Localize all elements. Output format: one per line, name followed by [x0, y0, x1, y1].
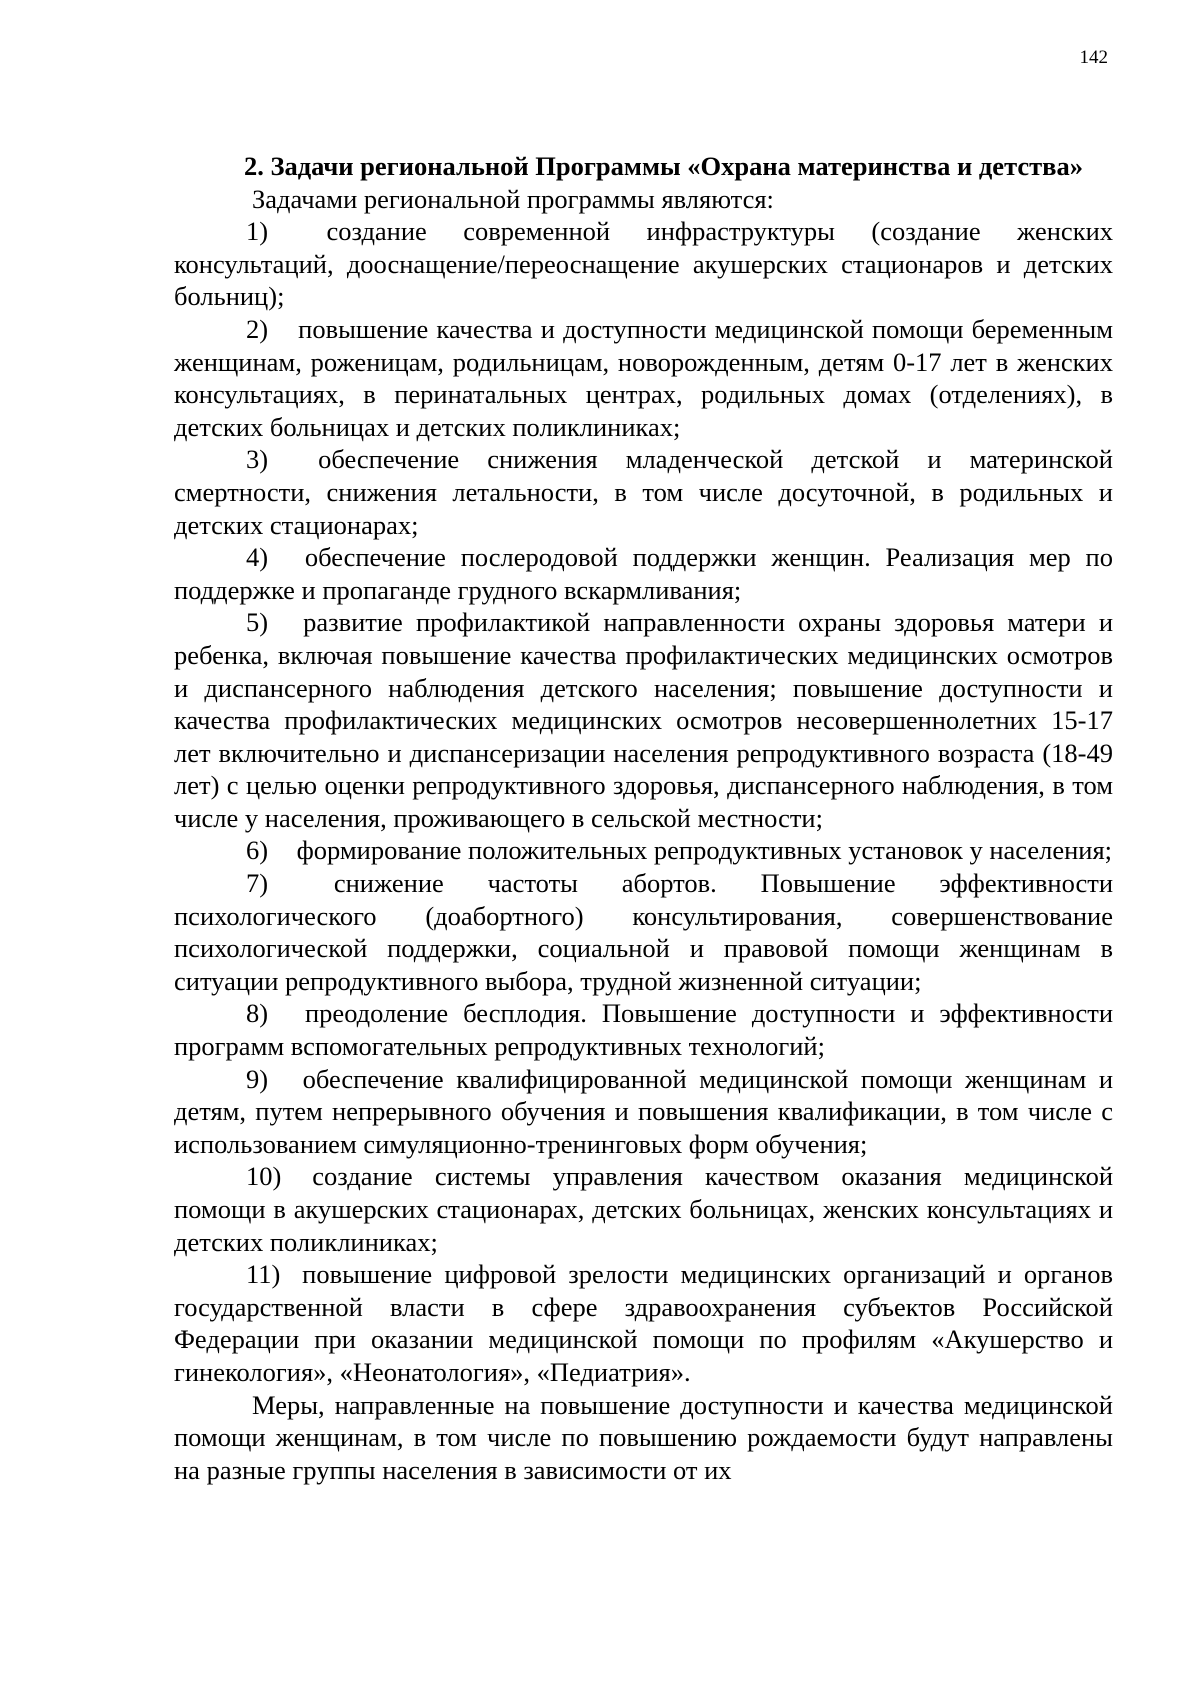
list-item-number: 1) [246, 216, 269, 247]
list-item-text: повышение качества и доступности медицинской помощи беременным женщинам, роженицам, родильницам, новорожденным, детям 0-17 лет в женских консультациях, в перинатальных центрах, родильных домах (отделениях), в детских больницах и детских поликлиниках; [174, 313, 1114, 442]
list-item-number: 6) [246, 835, 269, 866]
list-item-number: 9) [246, 1063, 269, 1094]
list-item-number: 10) [246, 1161, 282, 1192]
list-item-text: развитие профилактикой направленности охраны здоровья матери и ребенка, включая повышение качества профилактических медицинских осмотров и диспансерного наблюдения детского населения; повышение доступности и качества профилактических медицинских осмотров несовершеннолетних 15-17 лет включительно и диспансеризации населения репродуктивного возраста (18-49 лет) с целью оценки репродуктивного здоровья, диспансерного наблюдения, в том числе у населения, проживающего в сельской местности; [174, 607, 1114, 833]
list-item [174, 867, 1113, 997]
list-item [174, 313, 1113, 443]
list-item [174, 606, 1113, 834]
list-item [174, 1063, 1113, 1161]
list-item [174, 215, 1113, 313]
closing-paragraph: Меры, направленные на повышение доступности и качества медицинской помощи женщинам, в том числе по повышению рождаемости будут направлены на разные группы населения в зависимости от их [174, 1389, 1113, 1485]
list-item [174, 443, 1113, 541]
list-item-number: 8) [246, 998, 269, 1029]
task-list [174, 215, 1113, 1388]
list-item [174, 834, 1113, 867]
list-item [174, 1258, 1113, 1388]
list-item-number: 3) [246, 444, 269, 475]
list-item-text: создание системы управления качеством оказания медицинской помощи в акушерских стационарах, детских больницах, женских консультациях и детских поликлиниках; [174, 1161, 1114, 1257]
intro-paragraph: Задачами региональной программы являются: [252, 183, 774, 214]
list-item-text: обеспечение послеродовой поддержки женщин. Реализация мер по поддержке и пропаганде грудного вскармливания; [174, 542, 1113, 605]
list-item-text: снижение частоты абортов. Повышение эффективности психологического (доабортного) консультирования, совершенствование психологической поддержки, социальной и правовой помощи женщинам в ситуации репродуктивного выбора, трудной жизненной ситуации; [174, 868, 1113, 996]
list-item-number: 4) [246, 542, 269, 573]
list-item-number: 7) [246, 868, 269, 899]
list-item-text: обеспечение квалифицированной медицинской помощи женщинам и детям, путем непрерывного обучения и повышения квалификации, в том числе с использованием симуляционно-тренинговых форм обучения; [174, 1063, 1113, 1159]
list-item-text: обеспечение снижения младенческой детской и материнской смертности, снижения летальности, в том числе досуточной, в родильных и детских стационарах; [174, 444, 1113, 540]
section-heading: 2. Задачи региональной Программы «Охрана материнства и детства» [244, 151, 1083, 181]
list-item-number: 11) [246, 1259, 281, 1290]
list-item-number: 5) [246, 607, 269, 638]
list-item-text: формирование положительных репродуктивных установок у населения; [296, 835, 1113, 866]
list-item-number: 2) [246, 313, 269, 344]
document-body [174, 150, 1113, 1486]
list-item [174, 1160, 1113, 1258]
page-number: 142 [1079, 47, 1108, 68]
list-item-text: преодоление бесплодия. Повышение доступности и эффективности программ вспомогательных репродуктивных технологий; [174, 998, 1114, 1062]
list-item [174, 997, 1113, 1062]
list-item [174, 541, 1113, 606]
list-item-text: повышение цифровой зрелости медицинских организаций и органов государственной власти в сфере здравоохранения субъектов Российской Федерации при оказании медицинской помощи по профилям «Акушерство и гинекология», «Неонатология», «Педиатрия». [174, 1259, 1114, 1387]
list-item-text: создание современной инфраструктуры (создание женских консультаций, дооснащение/переоснащение акушерских стационаров и детских больниц); [174, 216, 1114, 312]
